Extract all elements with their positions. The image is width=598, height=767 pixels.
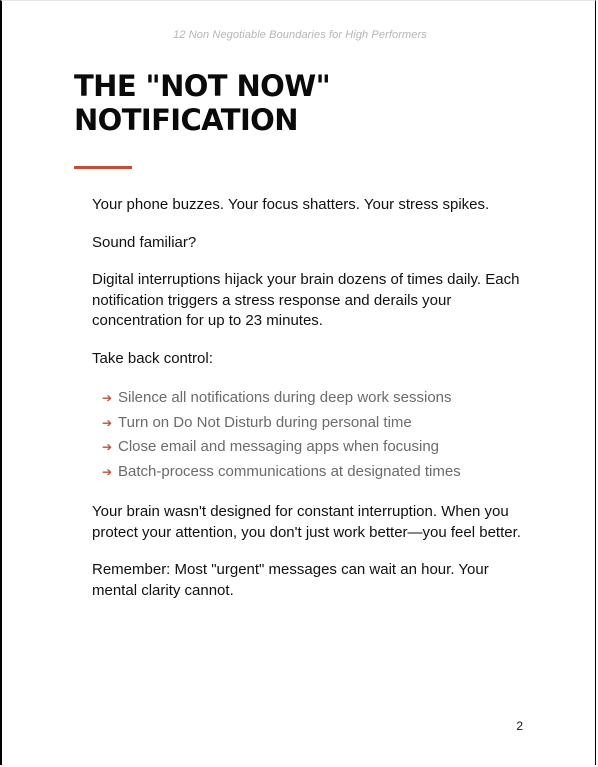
paragraph-conclusion: Your brain wasn't designed for constant interruption. When you protect your attention, you don't just work better—you feel better. xyxy=(92,503,521,541)
body-content xyxy=(92,195,530,618)
page-title xyxy=(74,69,534,137)
page-title-line-2: NOTIFICATION xyxy=(74,103,298,137)
paragraph-reminder: Remember: Most "urgent" messages can wait an hour. Your mental clarity cannot. xyxy=(92,561,489,599)
paragraph-intro: Your phone buzzes. Your focus shatters. Your stress spikes. xyxy=(92,196,490,213)
accent-divider xyxy=(74,166,132,169)
list-item-text: Batch-process communications at designated times xyxy=(118,462,461,480)
page-number: 2 xyxy=(516,719,523,733)
list-item-text: Silence all notifications during deep work sessions xyxy=(118,389,452,406)
arrow-right-icon: ➔ xyxy=(102,391,113,405)
running-header: 12 Non Negotiable Boundaries for High Performers xyxy=(173,29,427,41)
arrow-right-icon: ➔ xyxy=(102,415,113,430)
list-item xyxy=(102,435,530,460)
arrow-right-icon: ➔ xyxy=(102,440,113,454)
page-title-line-1: THE "NOT NOW" xyxy=(74,69,331,103)
list-item xyxy=(102,411,530,436)
tips-list xyxy=(92,386,530,484)
paragraph-explanation: Digital interruptions hijack your brain dozens of times daily. Each notification triggers a stress response and derails your concentration for up to 23 minutes. xyxy=(92,271,520,329)
paragraph-question: Sound familiar? xyxy=(92,233,197,251)
paragraph-call-to-action: Take back control: xyxy=(92,349,213,367)
list-item-text: Turn on Do Not Disturb during personal time xyxy=(118,413,412,431)
arrow-right-icon: ➔ xyxy=(102,464,113,479)
list-item xyxy=(102,460,530,485)
list-item-text: Close email and messaging apps when focusing xyxy=(118,438,440,455)
list-item xyxy=(102,386,530,411)
